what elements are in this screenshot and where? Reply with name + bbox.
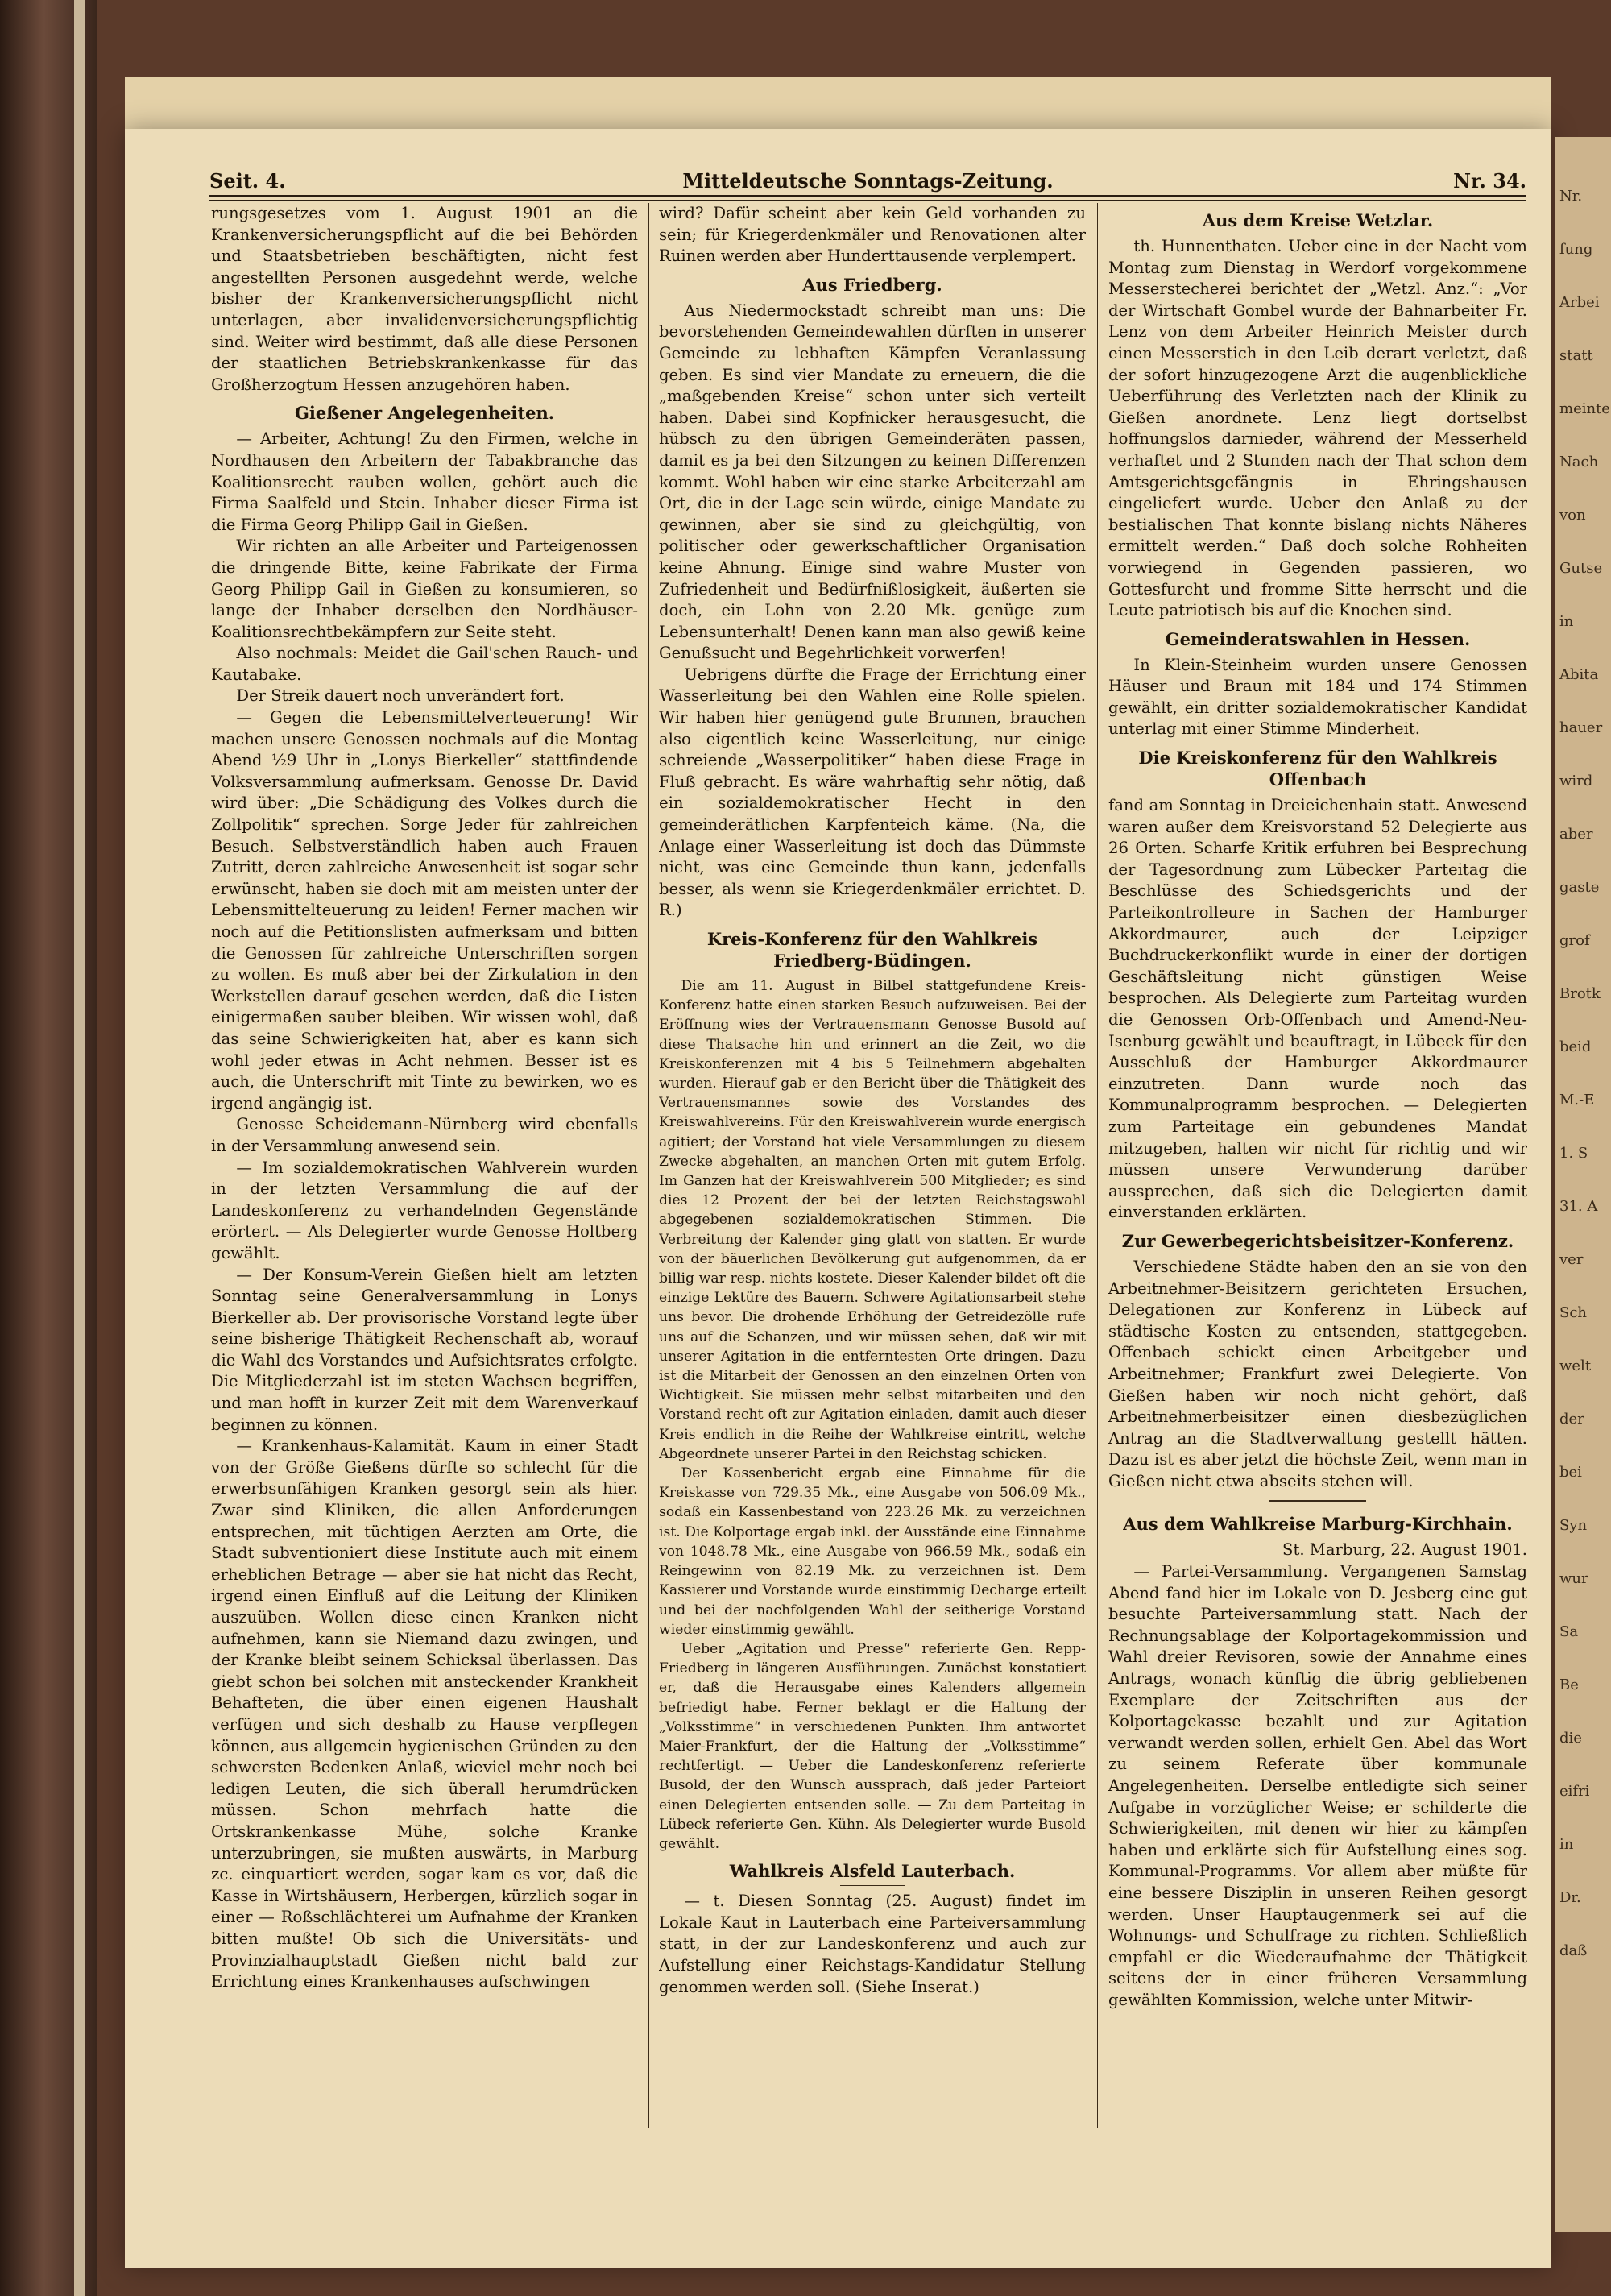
column-3 <box>1108 203 1527 2136</box>
adjacent-page-fragment: Nr. <box>1559 188 1583 205</box>
adjacent-page-fragment: bei <box>1559 1464 1582 1481</box>
section-heading-gewerbe: Zur Gewerbegerichtsbeisitzer-Konferenz. <box>1121 1230 1514 1251</box>
adjacent-page-fragment: Arbei <box>1559 294 1600 311</box>
article-paragraph: rungsgesetzes vom 1. August 1901 an die Krankenversicherungspflicht auf die bei Behörden und Staatsbetrieben beschäftigten, nicht fest angestellten Personen ausgedehnt werde, welche bisher der Krankenversicherungspflicht nicht unterlagen, aber invalidenversicherungspflichtig sind. Weiter wird bestimmt, daß alle diese Personen der staatlichen Betriebskrankenkasse für das Großherzogtum Hessen anzugehören haben. <box>211 204 638 394</box>
section-heading-kreiskonferenz: Kreis-Konferenz für den Wahlkreis Friedberg-Büdingen. <box>706 929 1038 971</box>
article-paragraph: — Arbeiter, Achtung! Zu den Firmen, welche in Nordhausen den Arbeitern der Tabakbranche das Koalitionsrecht rauben wollen, gehört auch die Firma Saalfeld und Stein. Inhaber dieser Firma ist die Firma Georg Philipp Gail in Gießen. <box>211 429 638 534</box>
article-paragraph: — Gegen die Lebensmittelverteuerung! Wir machen unsere Genossen nochmals auf die Montag Abend ½9 Uhr in „Lonys Bierkeller“ stattfindende Volksversammlung aufmerksam. Genosse Dr. David wird über: „Die Schädigung des Volkes durch die Zollpolitik“ sprechen. Sorge Jeder für zahlreichen Besuch. Selbstverständlich haben auch Frauen Zutritt, deren zahlreiche Anwesenheit ist sogar sehr erwünscht, haben sie doch mit am meisten unter der Lebensmittelteuerung zu leiden! Ferner machen wir noch auf die Petitionslisten aufmerksam und bitten die Genossen für zahlreiche Unterschriften sorgen zu wollen. Es muß aber bei der Zirkulation in den Werkstellen darauf gesehen werden, daß die Listen einigermaßen sauber bleiben. Wir wissen wohl, daß das seine Schwierigkeiten hat, aber es kann sich wohl jeder etwas in Acht nehmen. Besser ist es auch, die Unterschrift mit Tinte zu bewirken, wo es irgend angängig ist. <box>211 708 638 1113</box>
article-paragraph: Uebrigens dürfte die Frage der Errichtung einer Wasserleitung bei den Wahlen eine Rolle spielen. Wir haben hier genügend gute Brunnen, brauchen also eigentlich keine Wasserleitung, nur einige schreiende „Wasserpolitiker“ haben diese Frage in Fluß gebracht. Es wäre wahrhaftig sehr nötig, daß ein sozialdemokratischer Hecht in den gemeinderätlichen Karpfenteich käme. (Na, die Anlage einer Wasserleitung ist doch das Dümmste nicht, was eine Gemeinde thun kann, jedenfalls besser, als wenn sie Kriegerdenkmäler errichtet. D. R.) <box>659 665 1086 920</box>
adjacent-page-fragment: Be <box>1559 1676 1579 1693</box>
adjacent-page-fragment: Syn <box>1559 1517 1588 1534</box>
binding-edge <box>74 0 85 2296</box>
adjacent-page-fragment: Sa <box>1559 1623 1579 1640</box>
newspaper-title: Mitteldeutsche Sonntags-Zeitung. <box>682 169 1054 193</box>
adjacent-page-fragment: wur <box>1559 1570 1588 1587</box>
adjacent-page-fragment: 31. A <box>1559 1198 1598 1215</box>
article-paragraph: Ueber „Agitation und Presse“ referierte Gen. Repp-Friedberg in längeren Ausführungen. Zunächst konstatiert er, daß die Herausgabe eines Kalenders allgemein befriedigt habe. Ferner beklagt er die Haltung der „Volksstimme“ in verschiedenen Punkten. Ihm antwortet Maier-Frankfurt, der die Haltung der „Volksstimme“ rechtfertigt. — Ueber die Landeskonferenz referierte Busold, der den Wunsch aussprach, daß jeder Parteiort einen Delegierten entsenden solle. — Zu dem Parteitag in Lübeck referierte Gen. Kühn. Als Delegierter wurde Busold gewählt. <box>659 1640 1086 1852</box>
adjacent-page-fragment: in <box>1559 613 1574 630</box>
adjacent-page-fragment: hauer <box>1559 719 1603 736</box>
section-heading-giessen: Gießener Angelegenheiten. <box>294 403 555 424</box>
article-paragraph: th. Hunnenthaten. Ueber eine in der Nacht vom Montag zum Dienstag in Werdorf vorgekommene Messerstecherei berichtet der „Wetzl. Anz.“: „Vor der Wirtschaft Gombel wurde der Bahnarbeiter Fr. Lenz von dem Arbeiter Heinrich Meister durch einen Messerstich in den Leib derart verletzt, daß der sofort hinzugezogene Arzt die augenblickliche Ueberführung des Verletzten nach der Klinik zu Gießen anordnete. Lenz liegt dortselbst hoffnungslos darnieder, während der Messerheld verhaftet und 2 Stunden nach der That schon dem Amtsgerichtsgefängnis in Ehringshausen eingeliefert wurde. Ueber den Anlaß zu der bestialischen That konnte bislang nichts Näheres ermittelt werden.“ Daß doch solche Rohheiten vorwiegend in Gegenden passieren, wo Gottesfurcht und fromme Sitte herrscht und die Leute patriotisch bis auf die Knochen sind. <box>1108 237 1527 620</box>
adjacent-page-fragment: welt <box>1559 1357 1592 1374</box>
adjacent-page-fragment: von <box>1559 507 1586 524</box>
page-header <box>209 165 1526 197</box>
article-paragraph: Verschiedene Städte haben den an sie von den Arbeitnehmer-Beisitzern gerichteten Ersuchen, Delegationen zur Konferenz in Lübeck auf städtische Kosten zu entsenden, stattgegeben. Offenbach schickt einen Arbeitgeber und Arbeitnehmer; Frankfurt zwei Delegierte. Von Gießen haben wir noch nicht gehört, daß Arbeitnehmerbeisitzer einen diesbezüglichen Antrag an die Stadtverwaltung gestellt hätten. Dazu ist es aber jetzt die höchste Zeit, wenn man in Gießen nicht etwa abseits stehen will. <box>1108 1257 1527 1490</box>
article-paragraph: — Im sozialdemokratischen Wahlverein wurden in der letzten Versammlung die auf der Landeskonferenz zu verhandelnden Gegenstände erörtert. — Als Delegierter wurde Genosse Holtberg gewählt. <box>211 1158 638 1262</box>
page-number: Seit. 4. <box>209 169 286 193</box>
adjacent-page-fragment: meinte <box>1559 400 1610 417</box>
article-paragraph: Der Kassenbericht ergab eine Einnahme für die Kreiskasse von 729.35 Mk., eine Ausgabe von 506.09 Mk., sodaß ein Kassenbestand von 223.26 Mk. zu verzeichnen ist. Die Kolportage ergab inkl. der Ausstände eine Einnahme von 1048.78 Mk., eine Ausgabe von 966.59 Mk., sodaß ein Reingewinn von 82.19 Mk. zu verzeichnen ist. Dem Kassierer und Vorstande wurde einstimmig Decharge erteilt und bei der nachfolgenden Wahl der seitherige Vorstand wieder einstimmig gewählt. <box>659 1465 1086 1638</box>
section-heading-marburg: Aus dem Wahlkreise Marburg-Kirchhain. <box>1123 1514 1513 1535</box>
adjacent-page-fragment: Gutse <box>1559 560 1603 577</box>
header-rule <box>209 195 1526 197</box>
adjacent-page-fragment: eifri <box>1559 1783 1590 1800</box>
section-heading-wetzlar: Aus dem Kreise Wetzlar. <box>1202 210 1434 230</box>
adjacent-page-fragment: statt <box>1559 347 1593 364</box>
section-heading-friedberg: Aus Friedberg. <box>802 274 942 295</box>
section-heading-alsfeld: Wahlkreis Alsfeld Lauterbach. <box>659 1860 1086 1886</box>
column-divider <box>1097 203 1098 2128</box>
header-rule-thin <box>209 200 1526 201</box>
article-paragraph: Die am 11. August in Bilbel stattgefundene Kreis-Konferenz hatte einen starken Besuch aufzuweisen. Bei der Eröffnung wies der Vertrauensmann Genosse Busold auf diese Thatsache hin und erinnert an die Zeit, wo die Kreiskonferenzen mit 4 bis 5 Teilnehmern abgehalten wurden. Hierauf gab er den Bericht über die Thätigkeit des Vertrauensmannes sowie des Vorstandes des Kreiswahlvereins. Für den Kreiswahlverein wurde energisch agitiert; der Vorstand hat viele Versammlungen zu diesem Zwecke abgehalten, an manchen Orten mit gutem Erfolg. Im Ganzen hat der Kreiswahlverein 500 Mitglieder; es sind dies 12 Prozent der bei der letzten Reichstagswahl abgegebenen sozialdemokratischen Stimmen. Die Verbreitung der Kalender ging glatt von statten. Er wurde von der bäuerlichen Bevölkerung gut aufgenommen, da er billig war resp. nichts kostete. Dieser Kalender bildet oft die einzige Lektüre des Bauern. Schwere Agitationsarbeit stehe uns bevor. Die drohende Erhöhung der Getreidezölle rufe uns auf die Schanzen, und wir müssen sehen, daß wir mit unserer Agitation in die entferntesten Orte dringen. Dazu ist die Mitarbeit der Genossen an den einzelnen Orten von Wichtigkeit. Sie müssen mehr selbst mitarbeiten und den Vorstand recht oft zur Agitation einladen, damit auch dieser Kreis endlich in die Reihe der Wahlkreise eintritt, welche Abgeordnete unserer Partei in den Reichstag schicken. <box>659 978 1086 1462</box>
article-paragraph: Aus Niedermockstadt schreibt man uns: Die bevorstehenden Gemeindewahlen dürften in unserer Gemeinde zu lebhaften Kämpfen Veranlassung geben. Es sind vier Mandate zu erneuern, die die „maßgebenden Kreise“ schon unter sich verteilt haben. Dabei sind Kopfnicker herausgesucht, die hübsch zu den übrigen Gemeinderäten passen, damit es ja bei den Sitzungen zu keinen Differenzen kommt. Wohl haben wir eine starke Arbeiterzahl am Ort, die in der Lage sein würde, einige Mandate zu gewinnen, aber sie sind zu gleichgültig, von politischer oder gewerkschaftlicher Organisation keine Ahnung. Einige sind wahre Muster von Zufriedenheit und Bedürfnißlosigkeit, äußerten sie doch, ein Lohn von 2.20 Mk. genüge zum Lebensunterhalt! Denen kann man also gewiß keine Genußsucht und Begehrlichkeit vorwerfen! <box>659 300 1086 663</box>
column-divider <box>648 203 649 2128</box>
column-1 <box>211 203 638 2136</box>
article-paragraph: Genosse Scheidemann-Nürnberg wird ebenfalls in der Versammlung anwesend sein. <box>211 1115 638 1155</box>
adjacent-page-fragment: gaste <box>1559 879 1600 896</box>
adjacent-page-fragment: aber <box>1559 826 1593 843</box>
adjacent-page-fragment: daß <box>1559 1942 1588 1959</box>
adjacent-page-fragment: Dr. <box>1559 1889 1581 1906</box>
article-paragraph: Der Streik dauert noch unverändert fort. <box>236 686 565 706</box>
article-paragraph: fand am Sonntag in Dreieichenhain statt. Anwesend waren außer dem Kreisvorstand 52 Delegierte aus 26 Orten. Scharfe Kritik erfuhren bei Besprechung der Tagesordnung zum Lübecker Parteitag die Beschlüsse des Schiedsgerichts und der Parteikontrolleure in Sachen der Hamburger Akkordmaurer, auch der Leipziger Buchdruckerkonflikt wurde in einer der dortigen Geschäftsleitung nicht günstigen Weise besprochen. Als Delegierte zum Parteitag wurden die Genossen Orb-Offenbach und Amend-Neu-Isenburg gewählt und beauftragt, in Lübeck für den Ausschluß der Hamburger Akkordmaurer einzutreten. Dann wurde noch das Kommunalprogramm besprochen. — Delegierten zum Parteitage ein gebundenes Mandat mitzugeben, halten wir nicht für richtig und wir müssen unsere Verwunderung darüber aussprechen, daß sich die Delegierten damit einverstanden erklärten. <box>1108 796 1527 1222</box>
adjacent-page-edge <box>1555 137 1611 2232</box>
adjacent-page-fragment: grof <box>1559 932 1590 949</box>
adjacent-page-fragment: Sch <box>1559 1304 1588 1321</box>
article-paragraph: Also nochmals: Meidet die Gail'schen Rauch- und Kautabake. <box>211 644 638 684</box>
section-heading-offenbach: Die Kreiskonferenz für den Wahlkreis Offenbach <box>1138 748 1497 790</box>
article-paragraph: — Krankenhaus-Kalamität. Kaum in einer Stadt von der Größe Gießens dürfte so schlecht für die erwerbsunfähigen Kranken gesorgt sein als hier. Zwar sind Kliniken, die allen Anforderungen entsprechen, mit tüchtigen Aerzten am Orte, die Stadt subventioniert diese Institute auch mit einem erheblichen Betrage — aber sie hat nicht das Recht, irgend einen Einfluß auf die Leitung der Kliniken auszuüben. Wollen diese einen Kranken nicht aufnehmen, kann sie Niemand dazu zwingen, und der Kranke bleibt seinem Schicksal überlassen. Das giebt schon bei solchen mit ansteckender Krankheit Behafteten, die über einen eigenen Haushalt verfügen und sich deshalb zu Hause verpflegen können, aus allgemein hygienischen Gründen zu den schwersten Bedenken Anlaß, wieviel mehr noch bei ledigen Leuten, die sich überall herumdrücken müssen. Schon mehrfach hatte die Ortskrankenkasse Mühe, solche Kranke unterzubringen, sie mußten auswärts, in Marburg zc. einquartiert werden, sogar kam es vor, daß die Kasse in Wirtshäusern, Herbergen, kürzlich sogar in einer — Roßschlächterei um Aufnahme der Kranken bitten mußte! Ob sich die Universitäts- und Provinzialhauptstadt Gießen nicht bald zur Errichtung eines Krankenhauses aufschwingen <box>211 1436 638 1991</box>
adjacent-page-fragment: die <box>1559 1730 1582 1747</box>
article-paragraph: — t. Diesen Sonntag (25. August) findet im Lokale Kaut in Lauterbach eine Parteiversammlung statt, in der zur Landeskonferenz und auch zur Aufstellung einer Reichstags-Kandidatur Stellung genommen werden soll. (Siehe Inserat.) <box>659 1892 1086 1996</box>
adjacent-page-fragment: beid <box>1559 1038 1592 1055</box>
article-paragraph: — Der Konsum-Verein Gießen hielt am letzten Sonntag seine Generalversammlung in Lonys Bierkeller ab. Der provisorische Vorstand legte über seine bisherige Thätigkeit Rechenschaft ab, worauf die Wahl des Vorstandes und Aufsichtsrates erfolgte. Die Mitgliederzahl ist im steten Wachsen begriffen, und man hofft in kurzer Zeit mit dem Warenverkauf beginnen zu können. <box>211 1265 638 1434</box>
article-paragraph: wird? Dafür scheint aber kein Geld vorhanden zu sein; für Kriegerdenkmäler und Renovationen alter Ruinen werden aber Hunderttausende verplempert. <box>659 204 1086 266</box>
issue-number: Nr. 34. <box>1453 169 1526 193</box>
adjacent-page-fragment: wird <box>1559 773 1593 790</box>
section-heading-gemeinderat: Gemeinderatswahlen in Hessen. <box>1165 628 1471 649</box>
adjacent-page-fragment: Nach <box>1559 454 1599 470</box>
adjacent-page-fragment: Brotk <box>1559 985 1601 1002</box>
column-2 <box>659 203 1086 2136</box>
article-paragraph: Wir richten an alle Arbeiter und Parteigenossen die dringende Bitte, keine Fabrikate der Firma Georg Philipp Gail in Gießen zu konsumieren, so lange der Inhaber derselben den Nordhäuser-Koalitionsrechtbekämpfern zur Seite steht. <box>211 537 638 641</box>
adjacent-page-fragment: in <box>1559 1836 1574 1853</box>
adjacent-page-fragment: M.-E <box>1559 1092 1595 1109</box>
adjacent-page-fragment: fung <box>1559 241 1593 258</box>
adjacent-page-fragment: ver <box>1559 1251 1584 1268</box>
article-paragraph: — Partei-Versammlung. Vergangenen Samstag Abend fand hier im Lokale von D. Jesberg eine gut besuchte Parteiversammlung statt. Nach der Rechnungsablage der Kolportagekommission und Wahl dreier Revisoren, sowie der Annahme eines Antrags, wonach künftig die übrig gebliebenen Exemplare der Zeitschriften aus der Kolportagekasse bezahlt und zur Agitation verwandt werden sollen, erhielt Gen. Abel das Wort zu seinem Referate über kommunale Angelegenheiten. Derselbe entledigte sich seiner Aufgabe in vorzüglicher Weise; er schilderte die Schwierigkeiten, mit denen wir hier zu kämpfen haben und erklärte sich für Aufstellung eines sog. Kommunal-Programms. Vor allem aber müßte für eine bessere Disziplin in unseren Reihen gesorgt werden. Unser Hauptaugenmerk sei auf die Wohnungs- und Schulfrage zu richten. Schließlich empfahl er die Wiederaufnahme der Thätigkeit seitens der in einer früheren Versammlung gewählten Kommission, welche unter Mitwir- <box>1108 1562 1527 2009</box>
dateline: St. Marburg, 22. August 1901. <box>1282 1540 1527 1560</box>
page-top-margin <box>125 77 1551 133</box>
section-separator <box>1269 1500 1366 1502</box>
adjacent-page-fragment: der <box>1559 1411 1584 1428</box>
adjacent-page-fragment: Abita <box>1559 666 1599 683</box>
article-paragraph: In Klein-Steinheim wurden unsere Genossen Häuser und Braun mit 184 und 174 Stimmen gewählt, ein dritter sozialdemokratischer Kandidat unterlag mit einer Stimme Minderheit. <box>1108 655 1527 739</box>
adjacent-page-fragment: 1. S <box>1559 1145 1588 1162</box>
